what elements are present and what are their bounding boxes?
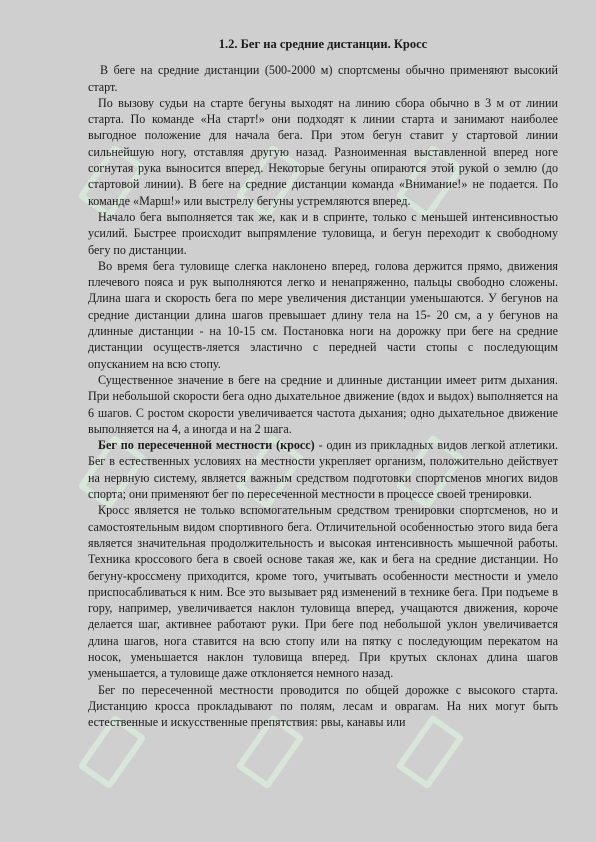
paragraph: Существенное значение в беге на средние и длинные дистанции имеет ритм дыхания. При небольшой скорости бега одно дыхательное движение (вдох и выдох) выполняется на 6 шагов. С ростом скорости увеличивается частота дыхания; одно дыхательное движение выполняется на 4, а иногда и на 2 шага. (88, 372, 558, 436)
section-heading: 1.2. Бег на средние дистанции. Кросс (218, 37, 428, 51)
term-definition: - один из прикладных видов легкой атлетики. Бег в естественных условиях на местности укрепляет организм, положительно действует на нервную систему, является важным средством подготовки спортсменов многих видов спорта; они применяют бег по пересеченной местности в процессе своей тренировки. (88, 438, 558, 502)
paragraph: По вызову судьи на старте бегуны выходят на линию сбора обычно в 3 м от линии старта. По команде «На старт!» они подходят к линии старта и занимают наиболее выгодное положение для начала бега. При этом бегун ставит у стартовой линии сильнейшую ногу, отставляя другую назад. Разноименная выставленной вперед ноге согнутая рука выносится вперед. Некоторые бегуны опираются этой рукой о землю (до стартовой линии). В беге на средние дистанции команда «Внимание!» не подается. По команде «Марш!» или выстрелу бегуны устремляются вперед. (88, 95, 558, 208)
paragraph-cross-definition (88, 437, 558, 502)
paragraph: Кросс является не только вспомогательным средством тренировки спортсменов, но и самостоятельным видом спортивного бега. Отличительной особенностью этого вида бега является значительная продолжительность и высокая интенсивность мышечной работы. Техника кроссового бега в своей основе такая же, как и бега на средние дистанции. Но бегуну-кроссмену приходится, кроме того, учитывать особенности местности и умело приспосабливаться к ним. Все это вызывает ряд изменений в технике бега. При подъеме в гору, например, увеличивается наклон туловища вперед, учащаются движения, короче делается шаг, активнее работают руки. При беге под небольшой уклон увеличивается длина шагов, нога ставится на всю стопу или на пятку с последующим перекатом на носок, уменьшается наклон туловища вперед. При крутых склонах длина шагов уменьшается, а туловище даже отклоняется немного назад. (88, 503, 558, 681)
paragraph: В беге на средние дистанции (500-2000 м) спортсмены обычно применяют высокий старт. (88, 63, 558, 94)
paragraph: Во время бега туловище слегка наклонено вперед, голова держится прямо, движения плечевого пояса и рук выполняются легко и ненапряженно, пальцы свободно сложены. Длина шага и скорость бега по мере увеличения дистанции уменьшаются. У бегунов на средние дистанции длина шагов превышает длину тела на 15- 20 см, а у бегунов на длинные дистанции - на 10-15 см. Постановка ноги на дорожку при беге на средние дистанции осуществ-ляется эластично с передней части стопы с последующим опусканием на всю стопу. (88, 258, 558, 371)
paragraph: Начало бега выполняется так же, как и в спринте, только с меньшей интенсивностью усилий. Быстрее происходит выпрямление туловища, и бегун переходит к свободному бегу по дистанции. (88, 209, 558, 257)
paragraph: Бег по пересеченной местности проводится по общей дорожке с высокого старта. Дистанцию кросса прокладывают по полям, лесам и оврагам. На них могут быть естественные и искусственные препятствия: рвы, канавы или (88, 682, 558, 730)
document-page (88, 36, 558, 730)
bold-term: Бег по пересеченной местности (кросс) (98, 438, 315, 453)
